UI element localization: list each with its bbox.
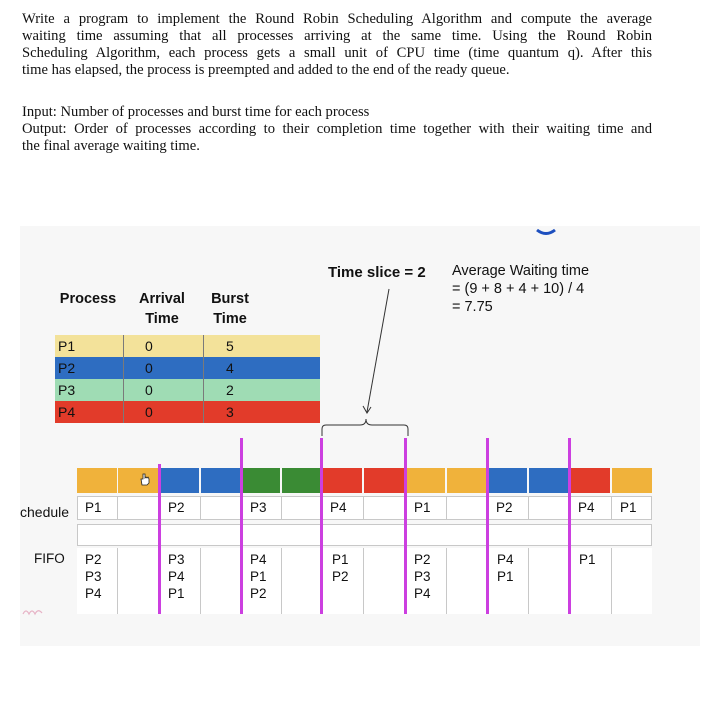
fifo-divider: [281, 548, 282, 614]
hand-cursor-icon: [138, 472, 152, 486]
gantt-block: [488, 468, 527, 493]
fifo-divider: [446, 548, 447, 614]
io-paragraph: [22, 104, 652, 155]
gantt-slot: P2: [488, 496, 529, 520]
fifo-entry: P1: [168, 586, 185, 601]
gantt-block: [242, 468, 280, 493]
problem-line-3: Scheduling Algorithm, each process gets a small unit of CPU time (time quantum q). After this: [22, 45, 652, 61]
fifo-entry: P3: [85, 569, 102, 584]
input-line: Input: Number of processes and burst time for each process: [22, 104, 370, 120]
fifo-entry: P2: [414, 552, 431, 567]
header-burst-2: Time: [213, 311, 247, 327]
gantt-slot: [447, 496, 488, 520]
gantt-block: [447, 468, 486, 493]
gantt-block: [406, 468, 445, 493]
gantt-block: [570, 468, 610, 493]
avg-title: Average Waiting time: [452, 263, 590, 279]
problem-line-1: Write a program to implement the Round Robin Scheduling Algorithm and compute the average: [22, 11, 652, 27]
cell-burst: 2: [226, 382, 234, 398]
fifo-entry: P1: [250, 569, 267, 584]
cell-process: P2: [58, 360, 76, 376]
gantt-block: [160, 468, 199, 493]
gantt-slot: P1: [612, 496, 652, 520]
problem-line-4: time has elapsed, the process is preempted and added to the end of the ready queue.: [22, 62, 510, 78]
gantt-slot: [364, 496, 406, 520]
header-arrival-1: Arrival: [139, 291, 185, 307]
fifo-entry: P2: [332, 569, 349, 584]
round-robin-slide: [20, 226, 700, 646]
slice-boundary: [404, 438, 407, 614]
fifo-queue-4: [332, 551, 349, 585]
cell-process: P4: [58, 404, 76, 420]
gantt-slot: P3: [242, 496, 282, 520]
gantt-slot: P1: [77, 496, 118, 520]
fifo-queue-1: [85, 551, 102, 602]
fifo-queue-3: [250, 551, 267, 602]
fifo-entry: P3: [168, 552, 185, 567]
avg-value: = 7.75: [452, 299, 493, 315]
fifo-queue-2: [168, 551, 185, 602]
slice-boundary: [158, 464, 161, 614]
avg-formula: = (9 + 8 + 4 + 10) / 4: [452, 281, 585, 297]
gantt-block: [77, 468, 117, 493]
fifo-entry: P3: [414, 569, 431, 584]
fifo-entry: P4: [85, 586, 102, 601]
gantt-slot: P4: [322, 496, 364, 520]
fifo-entry: P4: [250, 552, 267, 567]
fifo-entry: P1: [579, 552, 596, 567]
fifo-queue-6: [497, 551, 514, 585]
cell-burst: 5: [226, 338, 234, 354]
fifo-entry: P4: [168, 569, 185, 584]
gantt-block: [201, 468, 240, 493]
fifo-entry: P1: [497, 569, 514, 584]
fifo-divider: [611, 548, 612, 614]
output-line-1: Output: Order of processes according to their completion time together with their waiting time and: [22, 121, 652, 137]
gantt-empty-row: [77, 524, 652, 546]
fifo-entry: P1: [332, 552, 349, 567]
fifo-divider: [528, 548, 529, 614]
gantt-slot: [529, 496, 570, 520]
fifo-label: FIFO: [34, 551, 65, 566]
fifo-area: [77, 548, 652, 614]
cell-arrival: 0: [145, 360, 153, 376]
slice-boundary: [240, 438, 243, 614]
gantt-slot: P2: [160, 496, 201, 520]
cell-process: P1: [58, 338, 76, 354]
fifo-queue-5: [414, 551, 431, 602]
cell-arrival: 0: [145, 404, 153, 420]
header-burst-1: Burst: [211, 291, 249, 307]
header-arrival-2: Time: [145, 311, 179, 327]
problem-line-2: waiting time assuming that all processes arriving at the same time. Using the Round Robin: [22, 28, 652, 44]
fifo-entry: P2: [250, 586, 267, 601]
fifo-entry: P2: [85, 552, 102, 567]
slice-boundary: [486, 438, 489, 614]
gantt-slot: [118, 496, 160, 520]
fifo-entry: P4: [414, 586, 431, 601]
gantt-slot: P4: [570, 496, 612, 520]
gantt-block: [282, 468, 320, 493]
cell-process: P3: [58, 382, 76, 398]
output-line-2: the final average waiting time.: [22, 138, 200, 154]
fifo-divider: [117, 548, 118, 614]
gantt-block: [322, 468, 362, 493]
cell-burst: 4: [226, 360, 234, 376]
problem-paragraph: [22, 11, 652, 79]
gantt-block: [612, 468, 652, 493]
slice-boundary: [320, 438, 323, 614]
schedule-label: chedule: [20, 504, 70, 520]
fifo-divider: [200, 548, 201, 614]
cell-burst: 3: [226, 404, 234, 420]
gantt-slot: [282, 496, 322, 520]
fifo-entry: P4: [497, 552, 514, 567]
gantt-slot: P1: [406, 496, 447, 520]
gantt-block: [364, 468, 404, 493]
time-slice-label: Time slice = 2: [328, 264, 426, 281]
fifo-queue-7: [579, 551, 596, 568]
header-process: Process: [59, 291, 117, 307]
cell-arrival: 0: [145, 338, 153, 354]
slice-boundary: [568, 438, 571, 614]
fifo-divider: [363, 548, 364, 614]
gantt-block: [529, 468, 568, 493]
cell-arrival: 0: [145, 382, 153, 398]
gantt-slot: [201, 496, 242, 520]
scribble-icon: [20, 604, 50, 620]
